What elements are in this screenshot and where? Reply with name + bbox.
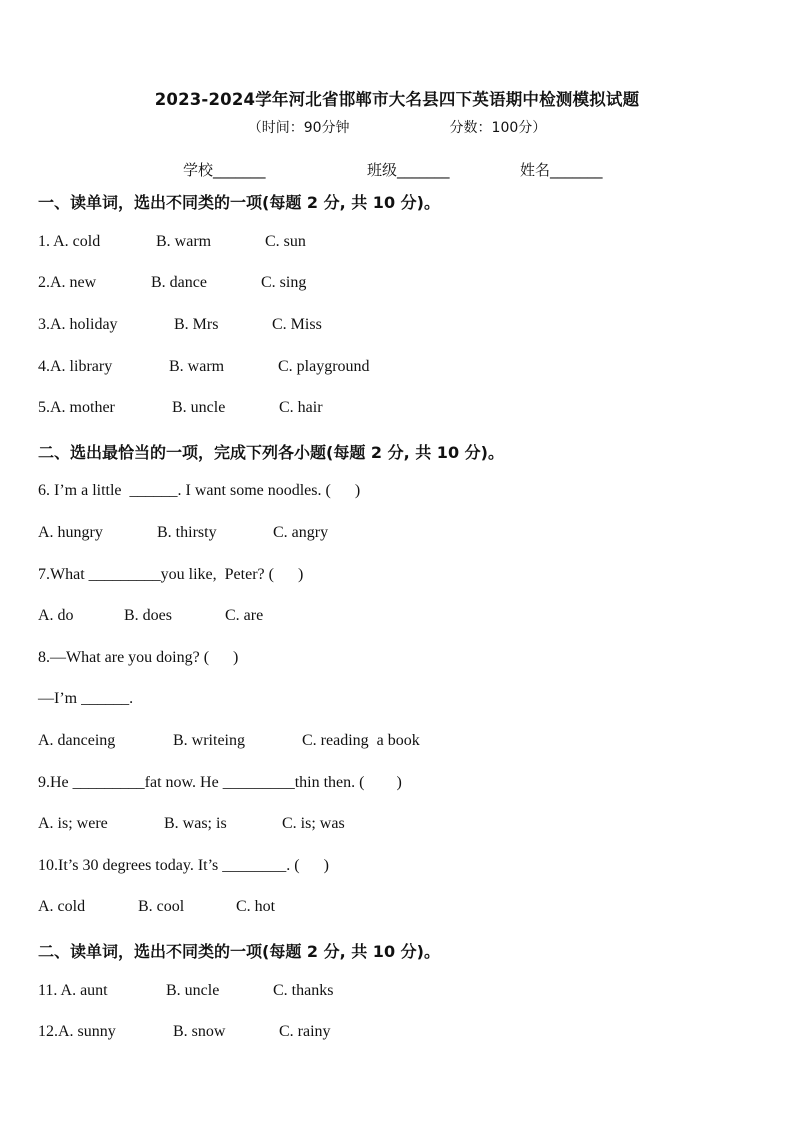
question-12-b: B. snow (173, 1023, 226, 1040)
question-11-a: 11. A. aunt (38, 982, 108, 999)
question-11-b: B. uncle (166, 982, 220, 999)
question-8-c: C. reading a book (302, 732, 420, 749)
total-score: 分数：100分） (449, 120, 547, 136)
question-8-reply: —I’m ______. (38, 690, 134, 707)
question-1-c: C. sun (265, 233, 306, 250)
question-6-c: C. angry (273, 524, 329, 541)
question-2-c: C. sing (261, 274, 307, 291)
question-9-c: C. is; was (282, 815, 345, 832)
question-7-b: B. does (124, 607, 172, 624)
question-9-b: B. was; is (164, 815, 227, 832)
question-5-a: 5.A. mother (38, 399, 115, 416)
question-9: 9.He _________fat now. He _________thin then. ( ) (38, 774, 402, 791)
question-2-b: B. dance (151, 274, 207, 291)
name-field[interactable]: 姓名_______ (520, 161, 603, 179)
question-3-a: 3.A. holiday (38, 316, 118, 333)
class-field[interactable]: 班级_______ (367, 161, 450, 179)
question-5-c: C. hair (279, 399, 323, 416)
question-10-c: C. hot (236, 898, 276, 915)
question-8-a: A. danceing (38, 732, 116, 749)
school-field[interactable]: 学校_______ (183, 161, 266, 179)
question-9-a: A. is; were (38, 815, 108, 832)
question-12-c: C. rainy (279, 1023, 331, 1040)
question-8: 8.—What are you doing? ( ) (38, 649, 239, 666)
question-4-a: 4.A. library (38, 358, 113, 375)
section-heading: 一、读单词，选出不同类的一项(每题 2 分, 共 10 分)。 (38, 193, 440, 212)
page-title: 2023-2024学年河北省邯郸市大名县四下英语期中检测模拟试题 (154, 90, 640, 109)
question-1-b: B. warm (156, 233, 212, 250)
question-4-c: C. playground (278, 358, 370, 375)
question-5-b: B. uncle (172, 399, 226, 416)
time-limit: （时间：90分钟 (247, 120, 350, 136)
question-4-b: B. warm (169, 358, 225, 375)
section-heading: 二、读单词，选出不同类的一项(每题 2 分, 共 10 分)。 (38, 942, 440, 961)
question-6: 6. I’m a little ______. I want some noodles. ( ) (38, 482, 361, 499)
question-10: 10.It’s 30 degrees today. It’s ________. ( ) (38, 857, 329, 874)
question-2-a: 2.A. new (38, 274, 97, 291)
question-8-b: B. writeing (173, 732, 245, 749)
question-10-b: B. cool (138, 898, 185, 915)
question-7-c: C. are (225, 607, 264, 624)
exam-meta (0, 117, 794, 137)
question-7-a: A. do (38, 607, 74, 624)
question-3-b: B. Mrs (174, 316, 219, 333)
question-6-b: B. thirsty (157, 524, 217, 541)
question-3-c: C. Miss (272, 316, 322, 333)
question-7: 7.What _________you like, Peter? ( ) (38, 566, 304, 583)
section-heading: 二、选出最恰当的一项，完成下列各小题(每题 2 分, 共 10 分)。 (38, 443, 504, 462)
question-1-a: 1. A. cold (38, 233, 101, 250)
question-6-a: A. hungry (38, 524, 103, 541)
question-10-a: A. cold (38, 898, 86, 915)
question-12-a: 12.A. sunny (38, 1023, 116, 1040)
question-11-c: C. thanks (273, 982, 334, 999)
